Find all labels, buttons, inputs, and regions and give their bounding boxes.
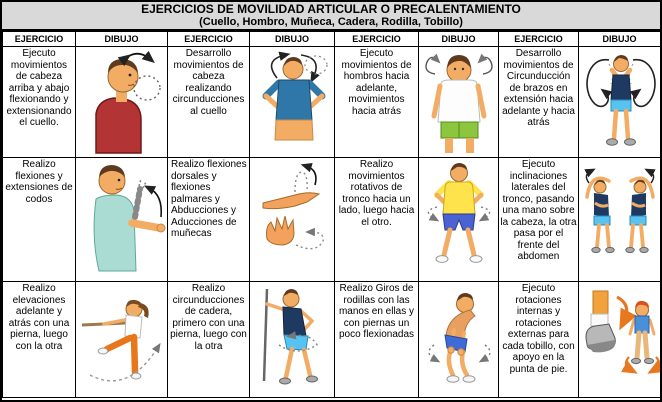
exercise-cell: Ejecuto movimientos de cabeza arriba y abajo flexionando y extensionando el cuello. <box>3 47 76 158</box>
exercise-cell: Realizo movimientos rotativos de tronco hacia un lado, luego hacia el otro. <box>335 158 419 282</box>
exercise-table <box>2 31 661 398</box>
ankle-rotation-drawing <box>579 283 661 395</box>
column-header-ejercicio-3: EJERCICIO <box>335 32 419 47</box>
neck-flexion-extension-drawing <box>78 48 166 154</box>
column-header-dibujo-2: DIBUJO <box>250 32 335 47</box>
table-row <box>3 158 661 282</box>
exercise-cell: Realizo circunducciones de cadera, primero con una pierna, luego con la otra <box>168 282 250 398</box>
column-header-dibujo-3: DIBUJO <box>419 32 499 47</box>
page-title: EJERCICIOS DE MOVILIDAD ARTICULAR O PRECALENTAMIENTO <box>141 2 521 16</box>
knee-rotation-drawing <box>419 283 499 395</box>
arm-circumduction-drawing <box>579 48 661 154</box>
exercise-cell: Realizo Giros de rodillas con las manos en ellas y con piernas un poco flexionadas <box>335 282 419 398</box>
drawing-cell <box>579 47 661 158</box>
drawing-cell <box>419 282 499 398</box>
exercise-cell: Ejecuto movimientos de hombros hacia adelante, movimientos hacia atrás <box>335 47 419 158</box>
exercise-cell: Realizo elevaciones adelante y atrás con una pierna, luego con la otra <box>3 282 76 398</box>
elbow-flexion-extension-drawing <box>78 159 166 273</box>
drawing-cell <box>579 158 661 282</box>
exercise-cell: Ejecuto rotaciones internas y rotaciones externas para cada tobillo, con apoyo en la punta de pie. <box>499 282 579 398</box>
page-subtitle: (Cuello, Hombro, Muñeca, Cadera, Rodilla, Tobillo) <box>199 16 463 28</box>
drawing-cell <box>76 158 168 282</box>
exercise-cell: Desarrollo movimientos de cabeza realizando circunducciones al cuello <box>168 47 250 158</box>
hip-circumduction-drawing <box>251 283 333 395</box>
neck-circumduction-drawing <box>251 48 333 154</box>
column-header-ejercicio-1: EJERCICIO <box>3 32 76 47</box>
leg-elevation-drawing <box>78 283 166 395</box>
table-row <box>3 47 661 158</box>
drawing-cell <box>250 282 335 398</box>
drawing-cell <box>419 47 499 158</box>
drawing-cell <box>76 47 168 158</box>
exercise-cell: Realizo flexiones y extensiones de codos <box>3 158 76 282</box>
exercise-cell: Ejecuto inclinaciones laterales del tronco, pasando una mano sobre la cabeza, la otra pasa por el frente del abdomen <box>499 158 579 282</box>
column-header-ejercicio-2: EJERCICIO <box>168 32 250 47</box>
column-header-ejercicio-4: EJERCICIO <box>499 32 579 47</box>
drawing-cell <box>419 158 499 282</box>
exercise-cell: Desarrollo movimientos de Circunducción de brazos en extensión hacia adelante y hacia atrás <box>499 47 579 158</box>
table-row <box>3 282 661 398</box>
drawing-cell <box>579 282 661 398</box>
drawing-cell <box>250 158 335 282</box>
column-header-dibujo-4: DIBUJO <box>579 32 661 47</box>
column-header-dibujo-1: DIBUJO <box>76 32 168 47</box>
worksheet-header <box>2 2 660 31</box>
exercise-cell: Realizo flexiones dorsales y flexiones palmares y Abducciones y Aducciones de muñecas <box>168 158 250 282</box>
drawing-cell <box>250 47 335 158</box>
table-header-row <box>3 32 661 47</box>
trunk-rotation-drawing <box>419 159 499 273</box>
drawing-cell <box>76 282 168 398</box>
shoulder-forward-backward-drawing <box>419 48 499 156</box>
wrist-flexion-abduction-drawing <box>251 159 333 273</box>
trunk-lateral-inclination-drawing <box>579 159 661 273</box>
